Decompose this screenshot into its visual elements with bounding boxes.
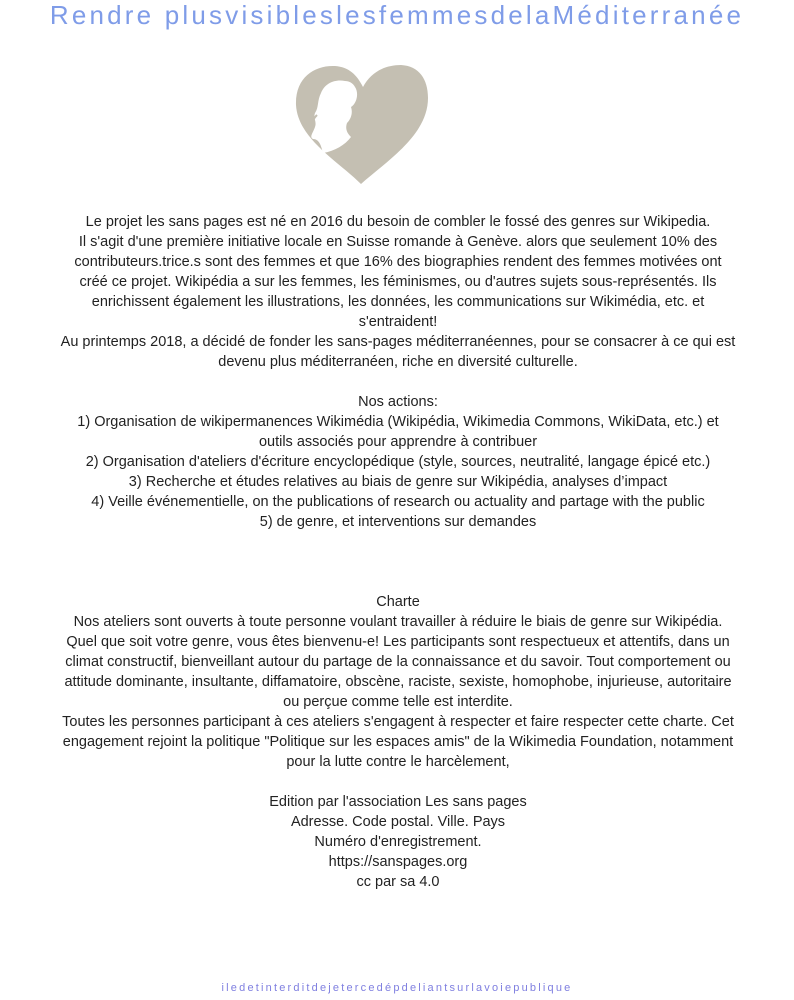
charter-paragraph: Nos ateliers sont ouverts à toute personne voulant travailler à réduire le biais de genre sur Wikipédia. Quel que soit votre genre, vous êtes bienvenu-e! Les participants sont respectueux et attentifs, dans un climat constructif, bienveillant autour du partage de la connaissance et du savoir. Tout comportement ou attitude dominante, insultante, diffamatoire, obscène, raciste, sexiste, homophobe, injurieuse, autoritaire ou perçue comme telle est interdite. [64, 614, 732, 710]
publisher-edition: Edition par l'association Les sans pages [269, 794, 527, 810]
intro-paragraph: Au printemps 2018, a décidé de fonder les sans-pages méditerranéennes, pour se consacrer à ce qui est devenu plus méditerranéen, riche en diversité culturelle. [60, 334, 736, 370]
footer-notice: iledetinterditdejetercedépdeliantsurlavoiepublique [221, 982, 573, 994]
publisher-registration: Numéro d'enregistrement. [314, 834, 482, 850]
actions-heading: Nos actions: [358, 394, 438, 410]
publisher-url[interactable]: https://sanspages.org [328, 854, 468, 870]
publisher-address: Adresse. Code postal. Ville. Pays [290, 814, 506, 830]
action-item: 2) Organisation d'ateliers d'écriture encyclopédique (style, sources, neutralité, langage épicé etc.) [85, 454, 711, 470]
action-item: 3) Recherche et études relatives au biais de genre sur Wikipédia, analyses d’impact [128, 474, 668, 490]
page-title: Rendre plusvisibleslesfemmesdelaMéditerranée [49, 0, 745, 30]
main-content [60, 212, 736, 892]
intro-paragraph: Il s'agit d'une première initiative locale en Suisse romande à Genève. alors que seulement 10% des contributeurs.trice.s sont des femmes et que 16% des biographies rendent des femmes motivées ont créé ce projet. Wikipédia a sur les femmes, les féminismes, ou d'autres sujets sous-représentés. Ils enrichissent également les illustrations, les données, les communications sur Wikimédia, etc. et s'entraident! [74, 234, 722, 330]
publisher-license: cc par sa 4.0 [356, 874, 440, 890]
charter-heading: Charte [376, 594, 420, 610]
action-item: 1) Organisation de wikipermanences Wikimédia (Wikipédia, Wikimedia Commons, WikiData, etc.) et outils associés pour apprendre à contribuer [77, 414, 719, 450]
action-item: 5) de genre, et interventions sur demandes [259, 514, 537, 530]
action-item: 4) Veille événementielle, on the publications of research ou actuality and partage with the public [91, 494, 705, 510]
intro-paragraph: Le projet les sans pages est né en 2016 du besoin de combler le fossé des genres sur Wikipedia. [85, 214, 711, 230]
charter-paragraph: Toutes les personnes participant à ces ateliers s'engagent à respecter et faire respecter cette charte. Cet engagement rejoint la politique "Politique sur les espaces amis" de la Wikimedia Foundation, notamment pour la lutte contre le harcèlement, [62, 714, 734, 770]
heart-silhouette-logo-icon [295, 63, 429, 185]
